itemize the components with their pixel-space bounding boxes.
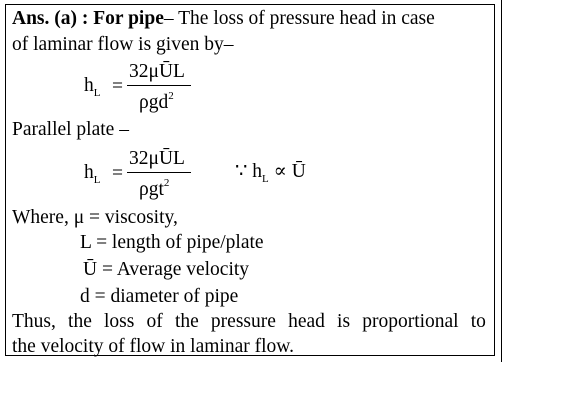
answer-heading-line bbox=[12, 9, 435, 29]
answer-intro-line-2: of laminar flow is given by– bbox=[12, 34, 234, 55]
where-line-2: L = length of pipe/plate bbox=[80, 232, 264, 253]
eq-plate-h-sub: L bbox=[93, 174, 101, 186]
conclusion-word: of bbox=[146, 311, 163, 332]
eq-pipe-fraction-bar bbox=[127, 85, 191, 86]
where-line-1: Where, μ = viscosity, bbox=[12, 207, 178, 228]
eq-plate-numerator: 32μŪL bbox=[129, 148, 185, 169]
note-suffix: ∝ Ū bbox=[273, 161, 306, 182]
eq-plate-lhs bbox=[84, 162, 101, 186]
conclusion-word: is bbox=[337, 311, 351, 332]
conclusion-line-1 bbox=[12, 312, 486, 332]
note-sub: L bbox=[262, 173, 269, 185]
eq-pipe-h: h bbox=[84, 75, 94, 96]
answer-label: Ans. (a) : For pipe bbox=[12, 8, 164, 29]
eq-plate-h: h bbox=[84, 162, 94, 183]
eq-plate-denominator bbox=[139, 177, 170, 200]
eq-pipe-denominator-sup: 2 bbox=[168, 90, 174, 102]
eq-pipe-numerator: 32μŪL bbox=[129, 61, 185, 82]
column-rule bbox=[501, 0, 502, 362]
conclusion-word: pressure bbox=[210, 311, 276, 332]
eq-pipe-lhs bbox=[84, 75, 101, 99]
where-line-4: d = diameter of pipe bbox=[80, 286, 239, 307]
eq-pipe-denominator bbox=[139, 90, 174, 113]
conclusion-line-2: the velocity of flow in laminar flow. bbox=[12, 336, 294, 357]
conclusion-word: Thus, bbox=[12, 311, 56, 332]
eq-pipe-equals: = bbox=[112, 76, 123, 97]
note-prefix: ∵ h bbox=[235, 161, 263, 182]
answer-dash: – bbox=[163, 8, 174, 29]
where-line-3: Ū = Average velocity bbox=[83, 259, 250, 280]
eq-plate-denominator-sup: 2 bbox=[163, 177, 170, 189]
eq-plate-denominator-base: ρgt bbox=[139, 179, 164, 200]
conclusion-word: loss bbox=[104, 311, 135, 332]
parallel-plate-label: Parallel plate – bbox=[12, 119, 129, 140]
conclusion-word: the bbox=[174, 311, 199, 332]
conclusion-word: proportional bbox=[362, 311, 459, 332]
conclusion-word: to bbox=[470, 311, 486, 332]
eq-plate-equals: = bbox=[112, 163, 123, 184]
conclusion-word: head bbox=[288, 311, 325, 332]
conclusion-word: the bbox=[68, 311, 92, 332]
eq-plate-fraction-bar bbox=[127, 172, 191, 173]
answer-intro-text: The loss of pressure head in case bbox=[178, 8, 435, 29]
eq-pipe-h-sub: L bbox=[93, 87, 101, 99]
eq-pipe-denominator-base: ρgd bbox=[139, 92, 169, 113]
eq-plate-proportional-note bbox=[235, 161, 306, 185]
